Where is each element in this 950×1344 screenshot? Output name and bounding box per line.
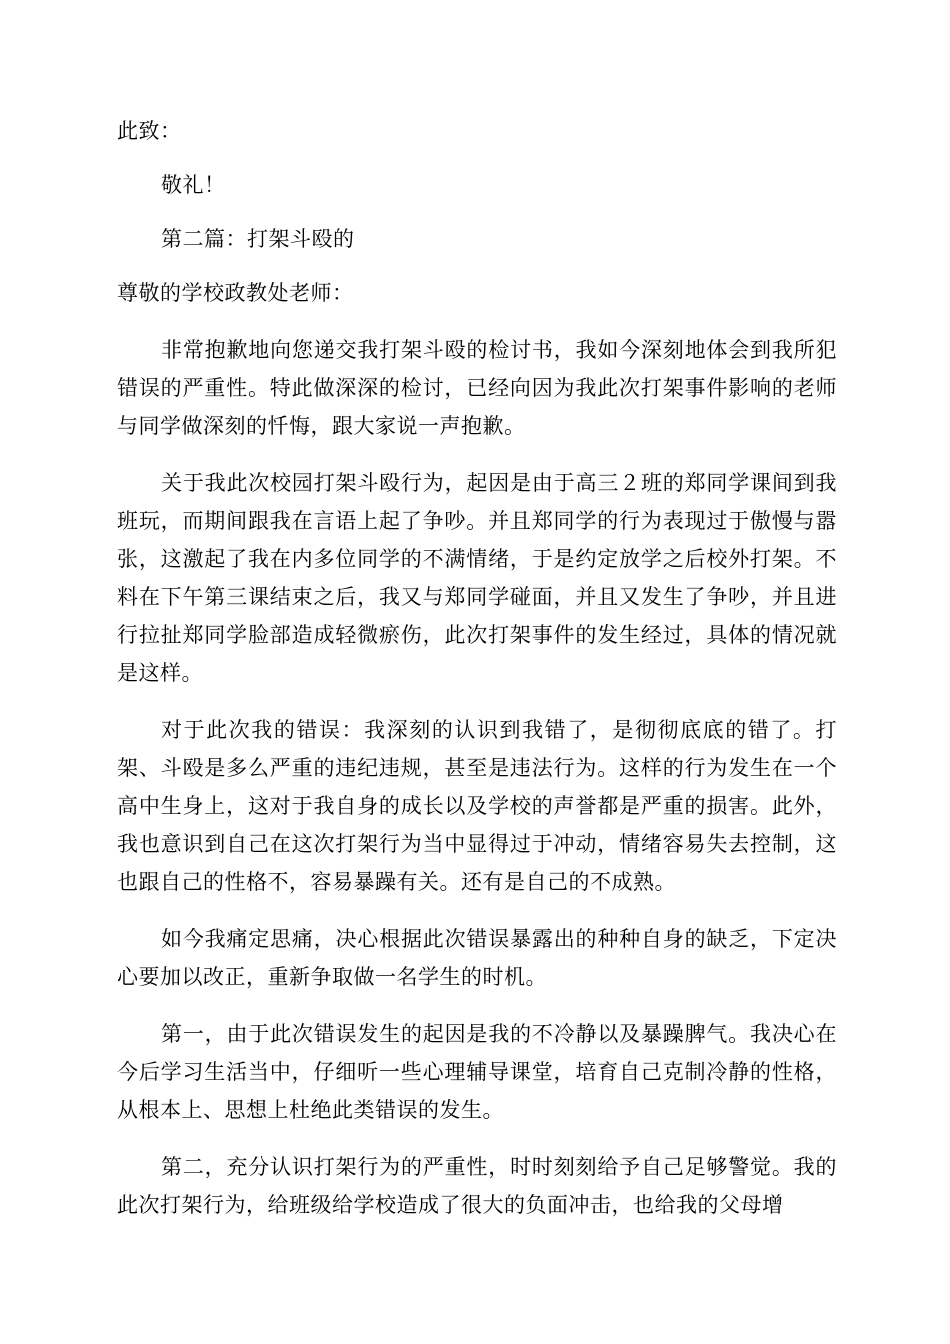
document-body bbox=[117, 112, 837, 1224]
paragraph: 第二，充分认识打架行为的严重性，时时刻刻给予自己足够警觉。我的此次打架行为，给班级给学校造成了很大的负面冲击，也给我的父母增 bbox=[117, 1155, 837, 1217]
section-title: 第二篇：打架斗殴的 bbox=[161, 227, 355, 251]
paragraph: 关于我此次校园打架斗殴行为，起因是由于高三２班的郑同学课间到我班玩，而期间跟我在言语上起了争吵。并且郑同学的行为表现过于傲慢与嚣张，这激起了我在内多位同学的不满情绪，于是约定放学之后校外打架。不料在下午第三课结束之后，我又与郑同学碰面，并且又发生了争吵，并且进行拉扯郑同学脸部造成轻微瘀伤，此次打架事件的发生经过，具体的情况就是这样。 bbox=[117, 471, 837, 685]
salute-line: 敬礼！ bbox=[161, 173, 226, 197]
paragraph: 对于此次我的错误：我深刻的认识到我错了，是彻彻底底的错了。打架、斗殴是多么严重的违纪违规，甚至是违法行为。这样的行为发生在一个高中生身上，这对于我自身的成长以及学校的声誉都是严重的损害。此外，我也意识到自己在这次打架行为当中显得过于冲动，情绪容易失去控制，这也跟自己的性格不，容易暴躁有关。还有是自己的不成熟。 bbox=[117, 718, 837, 894]
paragraph: 如今我痛定思痛，决心根据此次错误暴露出的种种自身的缺乏，下定决心要加以改正，重新争取做一名学生的时机。 bbox=[117, 927, 837, 989]
paragraph: 非常抱歉地向您递交我打架斗殴的检讨书，我如今深刻地体会到我所犯错误的严重性。特此做深深的检讨，已经向因为我此次打架事件影响的老师与同学做深刻的忏悔，跟大家说一声抱歉。 bbox=[117, 338, 837, 438]
paragraph: 第一，由于此次错误发生的起因是我的不冷静以及暴躁脾气。我决心在今后学习生活当中，仔细听一些心理辅导课堂，培育自己克制冷静的性格，从根本上、思想上杜绝此类错误的发生。 bbox=[117, 1022, 837, 1122]
closing-line: 此致： bbox=[117, 119, 182, 143]
greeting-line: 尊敬的学校政教处老师： bbox=[117, 281, 354, 305]
